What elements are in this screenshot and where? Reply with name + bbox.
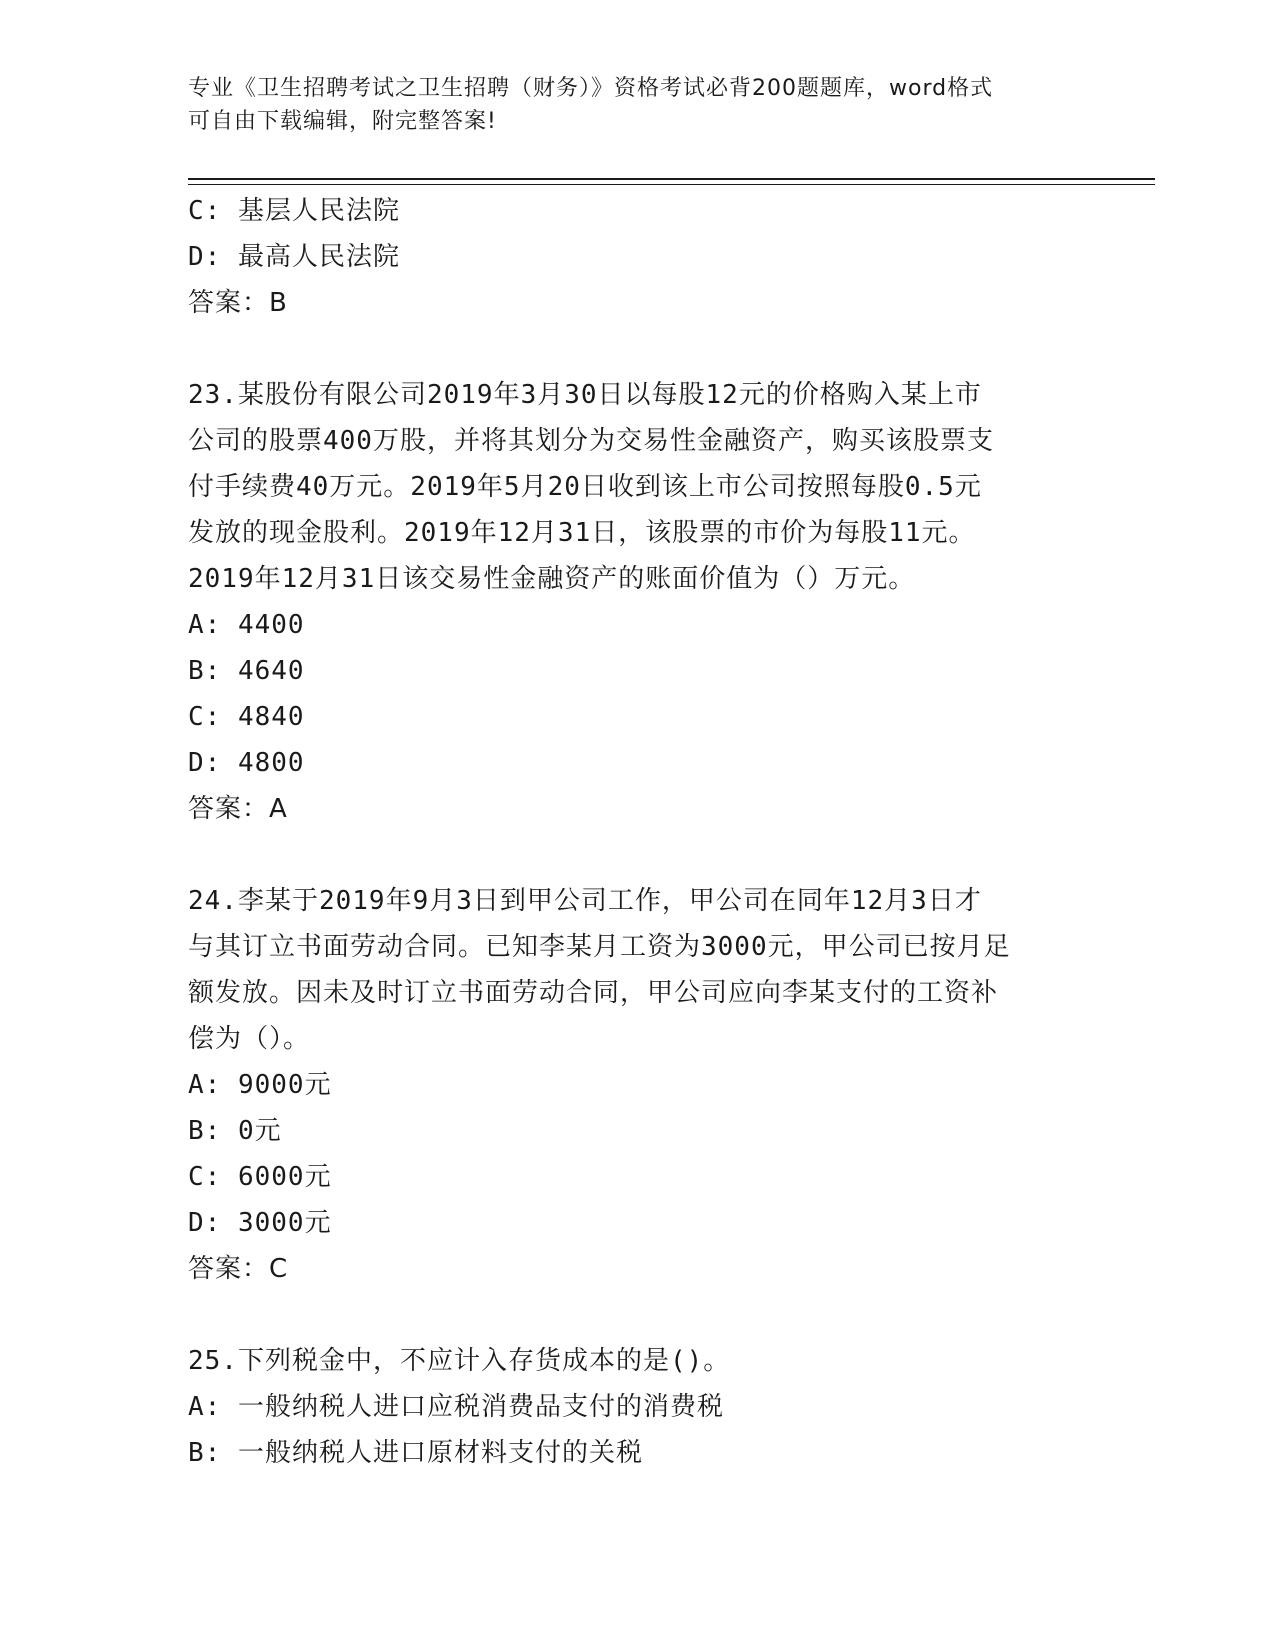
question-25 (188, 1338, 1088, 1476)
q24-stem-line: 偿为（）。 (188, 1024, 311, 1054)
q25-stem-line: 25.下列税金中，不应计入存货成本的是()。 (188, 1346, 731, 1376)
q23-stem-line: 付手续费40万元。2019年5月20日收到该上市公司按照每股0.5元 (188, 472, 982, 502)
question-23 (188, 372, 1088, 832)
q22-option-c: C: 基层人民法院 (188, 196, 400, 226)
q25-option-b: B: 一般纳税人进口原材料支付的关税 (188, 1438, 643, 1468)
question-24 (188, 878, 1088, 1292)
header-line-1: 专业《卫生招聘考试之卫生招聘（财务）》资格考试必背200题题库，word格式 (188, 76, 994, 101)
q23-stem-line: 公司的股票400万股，并将其划分为交易性金融资产，购买该股票支 (188, 426, 994, 456)
spacer (188, 326, 1088, 372)
q23-stem-line: 23.某股份有限公司2019年3月30日以每股12元的价格购入某上市 (188, 380, 982, 410)
question-content (188, 188, 1088, 1476)
q24-option-a: A: 9000元 (188, 1070, 332, 1100)
q24-option-b: B: 0元 (188, 1116, 282, 1146)
q23-option-a: A: 4400 (188, 610, 305, 640)
q24-answer: 答案：C (188, 1254, 289, 1284)
q24-option-c: C: 6000元 (188, 1162, 332, 1192)
q22-option-d: D: 最高人民法院 (188, 242, 400, 272)
q23-option-d: D: 4800 (188, 748, 305, 778)
q23-stem-line: 发放的现金股利。2019年12月31日，该股票的市价为每股11元。 (188, 518, 976, 548)
q23-stem-line: 2019年12月31日该交易性金融资产的账面价值为（）万元。 (188, 564, 916, 594)
spacer (188, 832, 1088, 878)
q23-option-c: C: 4840 (188, 702, 305, 732)
q22-answer: 答案：B (188, 288, 288, 318)
q24-option-d: D: 3000元 (188, 1208, 332, 1238)
header-rule-thin (188, 184, 1155, 185)
q24-stem-line: 额发放。因未及时订立书面劳动合同，甲公司应向李某支付的工资补 (188, 978, 999, 1008)
q23-option-b: B: 4640 (188, 656, 305, 686)
spacer (188, 1292, 1088, 1338)
header-line-2: 可自由下载编辑，附完整答案! (188, 109, 497, 134)
q24-stem-line: 与其订立书面劳动合同。已知李某月工资为3000元，甲公司已按月足 (188, 932, 1011, 962)
document-header (188, 72, 1088, 138)
q25-option-a: A: 一般纳税人进口应税消费品支付的消费税 (188, 1392, 724, 1422)
q24-stem-line: 24.李某于2019年9月3日到甲公司工作，甲公司在同年12月3日才 (188, 886, 982, 916)
header-rule-thick (188, 178, 1155, 180)
q23-answer: 答案：A (188, 794, 288, 824)
